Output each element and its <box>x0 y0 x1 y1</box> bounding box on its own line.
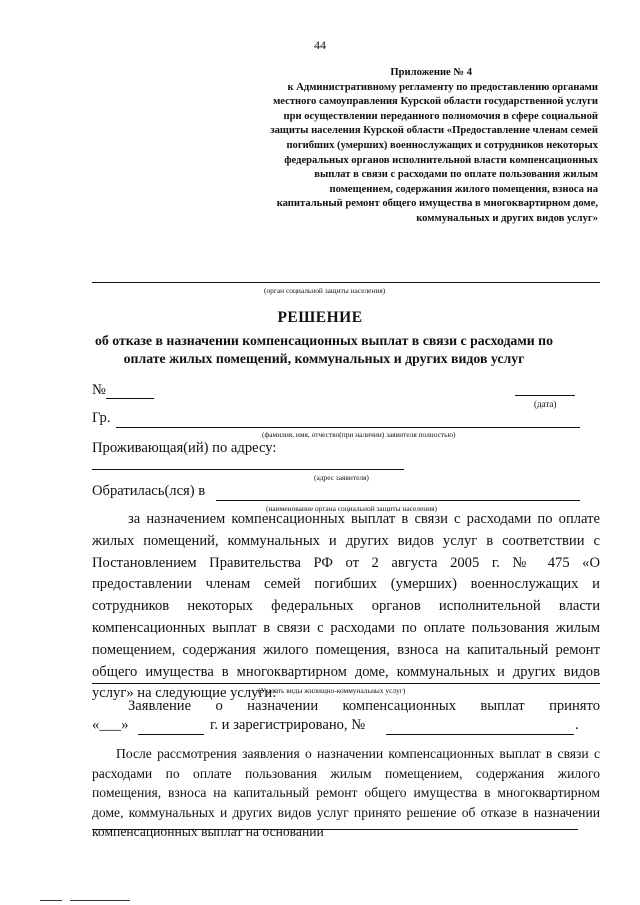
applied-field[interactable] <box>216 500 580 501</box>
date-caption: (дата) <box>534 399 557 409</box>
residing-label: Проживающая(ий) по адресу: <box>92 440 277 456</box>
period: . <box>575 717 579 733</box>
appendix-number: Приложение № 4 <box>390 67 472 78</box>
applied-caption: (наименование органа социальной защиты населения) <box>266 504 438 513</box>
organ-caption: (орган социальной защиты населения) <box>264 286 386 295</box>
organ-line <box>92 282 600 283</box>
footer-mark-1 <box>40 900 62 901</box>
services-caption: (Указать виды жилищно-коммунальных услуг) <box>258 686 406 695</box>
registered-day: «___» <box>92 717 129 733</box>
address-caption: (адрес заявителя) <box>314 473 369 482</box>
page-number: 44 <box>314 38 326 52</box>
basis-field[interactable] <box>92 829 578 830</box>
decision-subtitle: об отказе в назначении компенсационных выплат в связи с расходами по оплате жилых помещений, коммунальных и других видов услуг <box>95 333 553 366</box>
purpose-paragraph: за назначением компенсационных выплат в связи с расходами по оплате жилых помещений, коммунальных и других видов услуг в соответствии с Постановлением Правительства РФ от 2 августа 2005 г. № 475 «О предоставлении членам семей погибших (умерших) военнослужащих и сотрудников некоторых федеральных органов исполнительной власти компенсационных выплат в связи с расходами по оплате пользования жилым помещением, содержания жилого помещения, взноса на капитальный ремонт общего имущества в многоквартирном доме, коммунальных и других видов услуг» на следующие услуги: <box>92 511 600 702</box>
registered-text: г. и зарегистрировано, № <box>210 717 366 733</box>
registered-date-field[interactable] <box>138 734 204 735</box>
date-field[interactable] <box>515 395 575 396</box>
decision-title: РЕШЕНИЕ <box>277 309 363 326</box>
accepted-text: Заявление о назначении компенсационных выплат принято <box>128 698 600 714</box>
review-paragraph: После рассмотрения заявления о назначении компенсационных выплат в связи с расходами по оплате пользования жилым помещением, содержания жилого помещения, взноса на капитальный ремонт общего имущества в многоквартирном доме, коммунальных и других видов услуг принято решение об отказе в назначении компенсационных выплат на основании <box>92 746 600 840</box>
appendix-text: к Административному регламенту по предоставлению органами местного самоуправления Курской области государственной услуги при осуществлении переданного полномочия в сфере социальной защиты населения Курской области «Предоставление членам семей погибших (умерших) военнослужащих и сотрудников некоторых федеральных органов исполнительной власти компенсационных выплат в связи с расходами по оплате пользования жилым помещением, содержания жилого помещения, взноса на капитальный ремонт общего имущества в многоквартирном доме, коммунальных и других видов услуг» <box>270 81 598 224</box>
citizen-field[interactable] <box>116 427 580 428</box>
appendix-block <box>262 66 598 227</box>
applied-label: Обратилась(лся) в <box>92 483 206 499</box>
registration-number-field[interactable] <box>386 734 574 735</box>
number-label: № <box>92 382 106 398</box>
citizen-label: Гр. <box>92 410 111 426</box>
number-field[interactable] <box>106 398 154 399</box>
services-field[interactable] <box>92 683 600 684</box>
address-field[interactable] <box>92 469 404 470</box>
citizen-caption: (фамилия, имя, отчество(при наличии) заявителя полностью) <box>262 430 456 439</box>
footer-mark-2 <box>70 900 130 901</box>
